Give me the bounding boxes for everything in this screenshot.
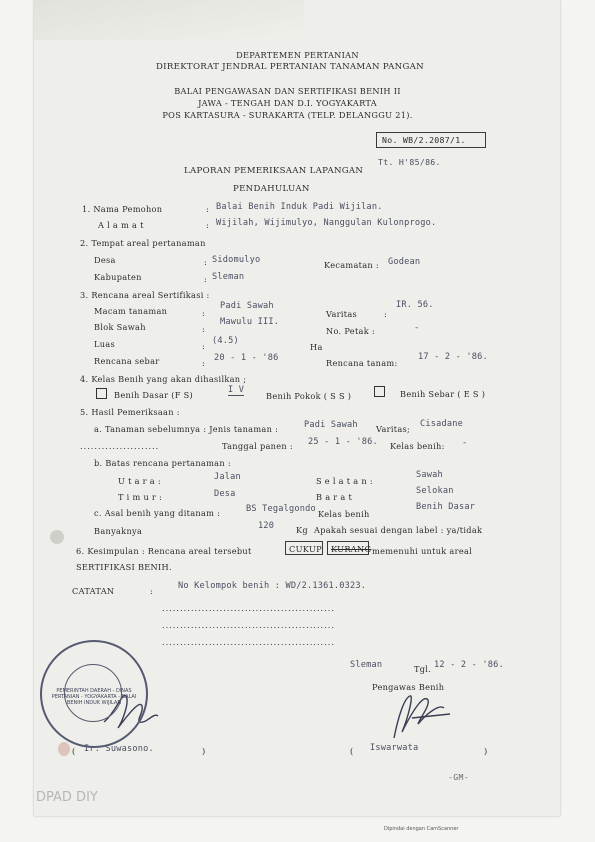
s5-c-value: BS Tegalgondo [246,504,316,514]
sign-left-open: ( [72,746,76,756]
s4-opt2: Benih Pokok ( S S ) [266,391,352,401]
catatan-dots-3: ................................................ [162,637,335,647]
sign-tgl-label: Tgl. [414,664,432,674]
s5-a-label: a. Tanaman sebelumnya : Jenis tanaman : [94,424,279,434]
s5-utara-label: U t a r a : [118,476,161,486]
s1-colon: : [206,204,210,214]
catatan-label: CATATAN [72,586,115,596]
doc-title: LAPORAN PEMERIKSAAN LAPANGAN [184,166,364,176]
s5-banyak-label: Banyaknya [94,526,143,536]
s1-alamat-label: A l a m a t [98,220,144,230]
s3-blok-value: Mawulu III. [220,317,280,327]
s5-a-jenis: Padi Sawah [304,420,358,430]
s5-panen-label: Tanggal panen : [222,441,293,451]
s3-ha: Ha [310,342,323,352]
sign-role: Pengawas Benih [372,682,445,692]
stamp-text: PEMERINTAH DAERAH - DINAS PERTANIAN - YOGYAKARTA - BALAI BENIH INDUK WIJILAN [51,688,137,706]
s5-a-varitas-label: Varitas; [376,424,411,434]
s2-kab-label: Kabupaten [94,272,142,282]
s2-kab-value: Sleman [212,272,245,282]
sign-right-open: ( [350,746,354,756]
sign-right-close: ) [484,746,488,756]
official-stamp [40,640,148,748]
header-office-1: BALAI PENGAWASAN DAN SERTIFIKASI BENIH II [174,86,401,96]
s3-sebar-label: Rencana sebar [94,356,160,366]
s5-sesuai-label: Apakah sesuai dengan label : ya/tidak [314,525,483,535]
s4-opt2-mark: I V [228,385,245,395]
s6-line2: SERTIFIKASI BENIH. [76,562,172,572]
s3-macam-label: Macam tanaman [94,306,168,316]
signature-right-icon [384,688,454,744]
s5-c-kelas-value: Benih Dasar [416,502,476,512]
sign-left-name: Ir. Suwasono. [84,744,154,754]
s2-desa-label: Desa [94,255,116,265]
s2-desa-value: Sidomulyo [212,255,261,265]
s5-panen-value: 25 - 1 - '86. [308,437,378,447]
s2-label: 2. Tempat areal pertanaman [80,238,206,248]
catatan-value: No Kelompok benih : WD/2.1361.0323. [178,581,367,591]
s5-c-kelas-label: Kelas benih [318,509,370,519]
sign-left-close: ) [202,746,206,756]
catatan-dots-1: ................................................ [162,603,335,613]
s3-luas-colon: : [202,341,206,351]
sign-place: Sleman [350,660,383,670]
sign-date: 12 - 2 - '86. [434,660,504,670]
s5-kg: Kg [296,525,308,535]
doc-subtitle: PENDAHULUAN [233,184,310,194]
s3-blok-label: Blok Sawah [94,322,146,332]
s2-kab-colon: : [204,274,208,284]
punch-hole [50,530,64,544]
header-office-2: JAWA - TENGAH DAN D.I. YOGYAKARTA [198,98,377,108]
s1-label: 1. Nama Pemohon [82,204,163,214]
doc-date: Tt. H'85/86. [378,157,441,167]
s3-varitas-colon: : [384,309,388,319]
s2-kec-label: Kecamatan : [324,260,379,270]
s3-petak-value: - [414,323,420,333]
header-dept: DEPARTEMEN PERTANIAN [236,50,359,60]
s5-barat-value: Selokan [416,486,454,496]
s5-a-varitas: Cisadane [420,419,463,429]
header-office-3: POS KARTASURA - SURAKARTA (TELP. DELANGGU 21). [162,110,413,120]
s3-tanam-value: 17 - 2 - '86. [418,352,488,362]
checkbox-benih-dasar [96,388,107,399]
s2-desa-colon: : [204,257,208,267]
s5-timur-value: Desa [214,489,236,499]
checkbox-benih-sebar [374,386,385,397]
s3-petak-label: No. Petak : [326,326,375,336]
s2-kec-value: Godean [388,257,421,267]
s5-kelas-label: Kelas benih: [390,441,445,451]
s5-timur-label: T i m u r : [118,492,163,502]
header-directorate: DIREKTORAT JENDRAL PERTANIAN TANAMAN PANGAN [155,62,424,72]
s4-opt1: Benih Dasar (F S) [114,390,194,400]
folded-corner [34,0,304,40]
s3-luas-value: (4.5) [212,336,239,346]
s3-tanam-label: Rencana tanam: [326,358,398,368]
s3-macam-colon: : [202,308,206,318]
catatan-colon: : [150,586,154,596]
s1-value: Balai Benih Induk Padi Wijilan. [216,202,383,212]
s5-kelas-value: - [462,438,468,448]
s5-b-label: b. Batas rencana pertanaman : [94,458,231,468]
s3-sebar-colon: : [202,358,206,368]
s5-dots: ...................... [80,441,160,451]
footer-mark: -GM- [448,772,469,782]
s5-selatan-label: S e l a t a n : [316,476,373,486]
s3-sebar-value: 20 - 1 - '86 [214,353,279,363]
s5-c-label: c. Asal benih yang ditanam : [94,508,221,518]
s6-tail: memenuhi untuk areal [372,546,473,556]
s1-alamat-value: Wijilah, Wijimulyo, Nanggulan Kulonprogo. [216,218,437,228]
s3-blok-colon: : [202,324,206,334]
s5-banyak-value: 120 [258,521,275,531]
watermark: DPAD DIY [36,790,98,805]
s6-label: 6. Kesimpulan : Rencana areal tersebut [76,546,252,556]
sign-right-name: Iswarwata [370,743,419,753]
s3-luas-label: Luas [94,339,115,349]
doc-number: No. WB/2.2087/1. [382,135,466,145]
s6-kurang: KURANG [331,544,372,554]
catatan-dots-2: ................................................ [162,620,335,630]
s4-opt3: Benih Sebar ( E S ) [400,389,486,399]
s3-varitas-value: IR. 56. [396,300,434,310]
s5-utara-value: Jalan [214,472,241,482]
s5-label: 5. Hasil Pemeriksaan : [80,407,180,417]
s5-barat-label: B a r a t [316,492,353,502]
red-mark [58,742,70,756]
s6-cukup: CUKUP [289,544,322,554]
scan-note: Dipindai dengan CamScanner [384,826,459,832]
s5-selatan-value: Sawah [416,470,443,480]
s4-label: 4. Kelas Benih yang akan dihasilkan ; [80,374,247,384]
s3-label: 3. Rencana areal Sertifikasi : [80,290,210,300]
s3-varitas-label: Varitas [326,309,358,319]
s3-macam-value: Padi Sawah [220,301,274,311]
s1-alamat-colon: : [206,220,210,230]
